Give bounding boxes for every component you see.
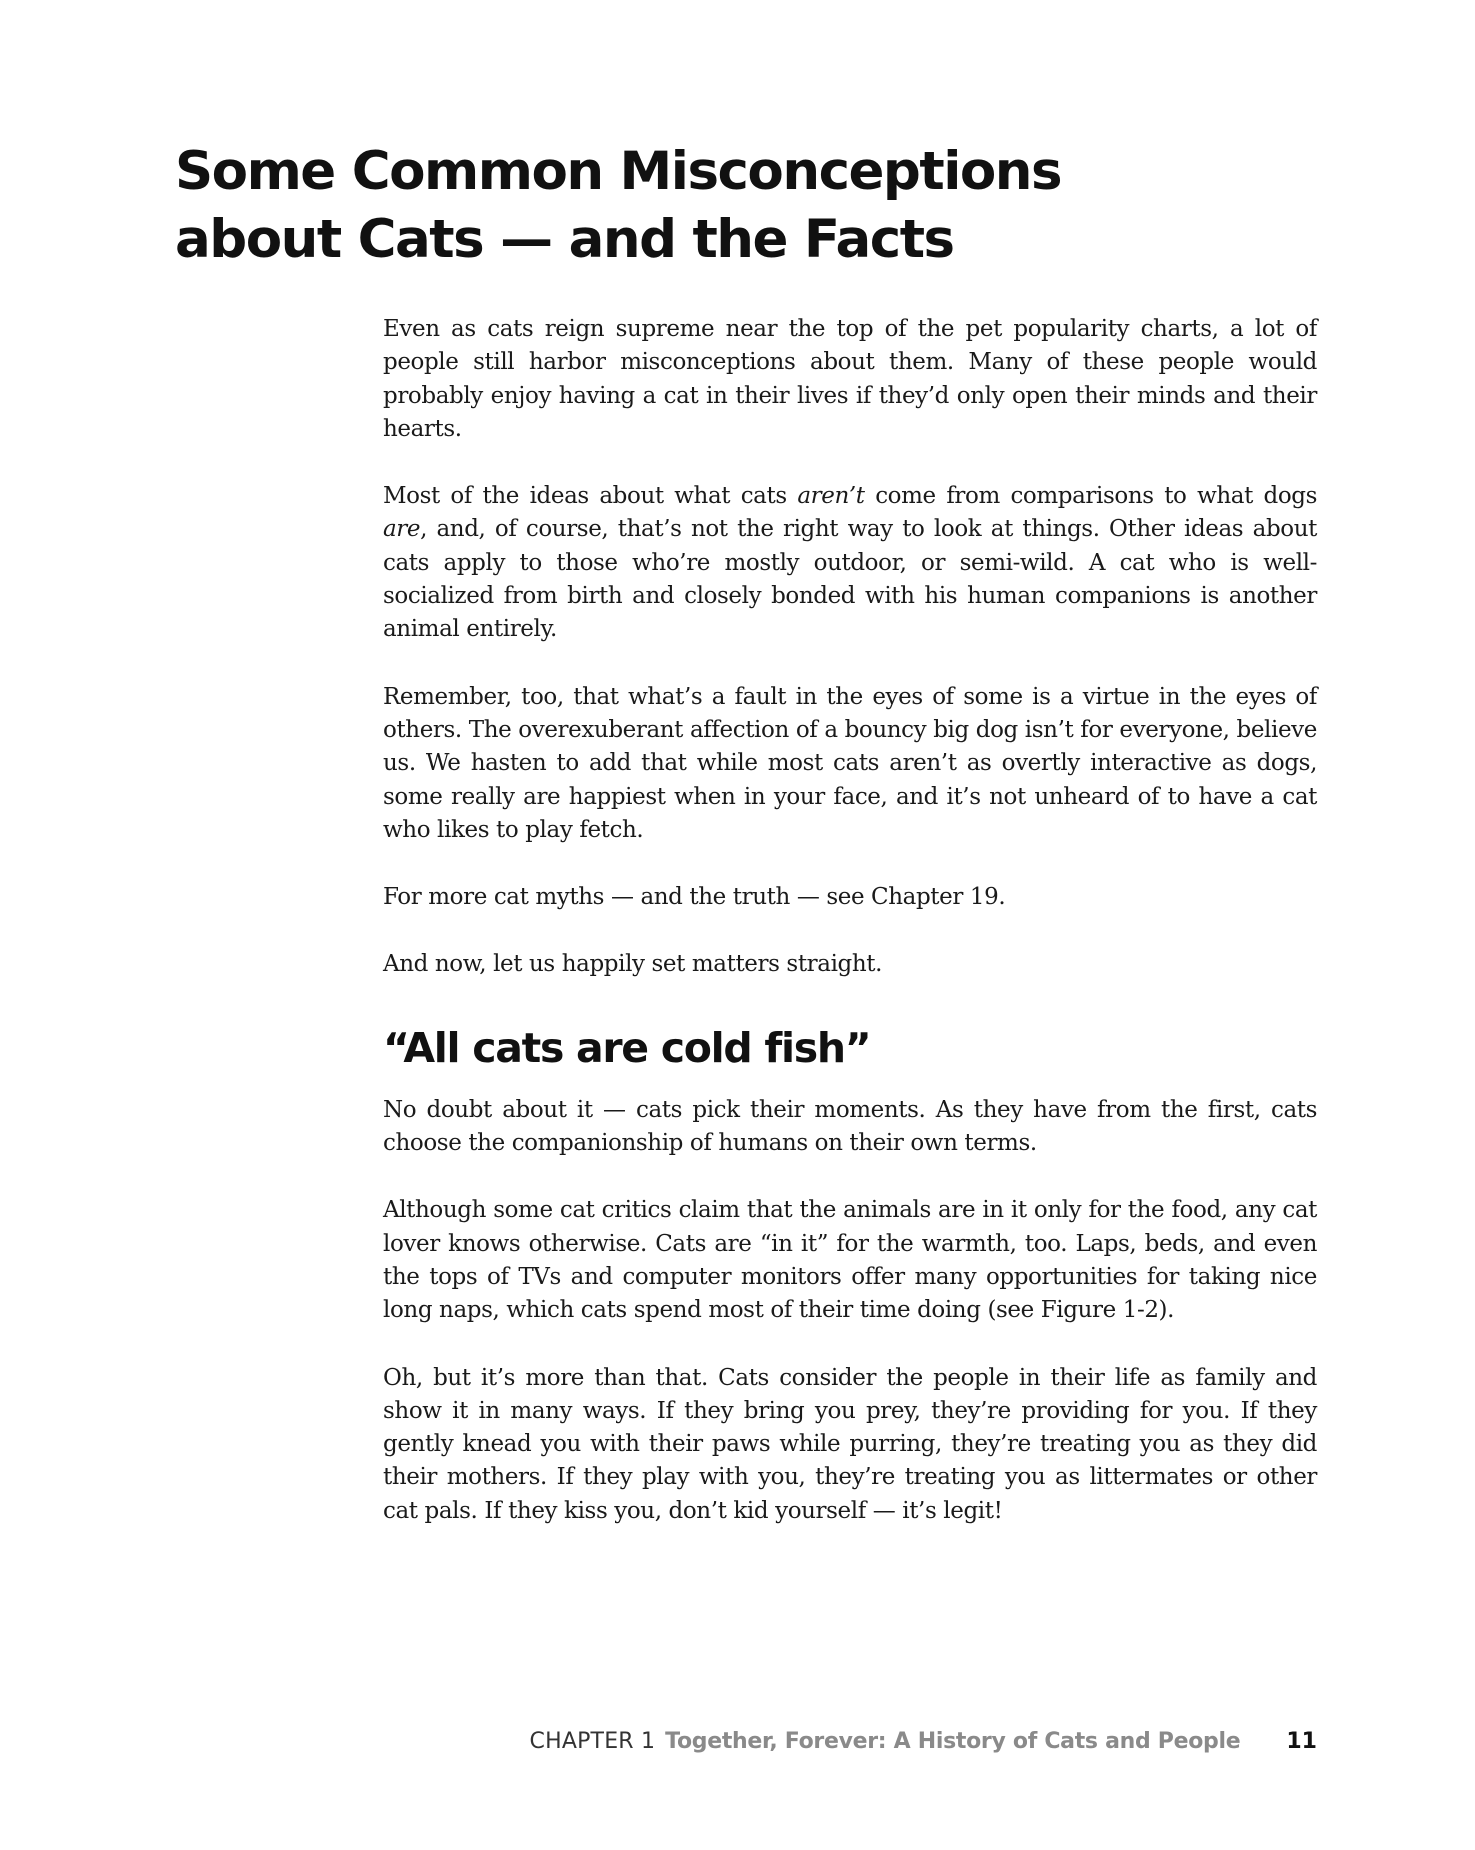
intro-paragraph-2-text-a: Most of the ideas about what cats [383,483,798,510]
page-number: 11 [1286,1729,1317,1754]
body-column [383,313,1317,1562]
subsection-paragraph-2: Although some cat critics claim that the animals are in it only for the food, any cat lover knows otherwise. Cats are “in it” for the warmth, too. Laps, beds, and even the tops of TVs and computer monitors offer many opportunities for taking nice long naps, which cats spend most of their time doing (see Figure 1-2). [383,1197,1317,1324]
section-title-line-2: about Cats — and the Facts [175,209,954,270]
intro-paragraph-2 [383,480,1317,646]
subsection-title: “All cats are cold fish” [383,1023,871,1072]
intro-paragraph-2-text-b: come from comparisons to what dogs [864,483,1318,510]
intro-paragraph-2-text-c: , and, of course, that’s not the right way to look at things. Other ideas about cats apply to those who’re mostly outdoor, or semi-wild. A cat who is well-socialized from birth and closely bonded with his human companions is another animal entirely. [383,516,1317,643]
intro-paragraph-1: Even as cats reign supreme near the top of the pet popularity charts, a lot of people still harbor misconceptions about them. Many of these people would probably enjoy having a cat in their lives if they’d only open their minds and their hearts. [383,316,1317,442]
intro-paragraph-3: Remember, too, that what’s a fault in the eyes of some is a virtue in the eyes of others. The overexuberant affection of a bouncy big dog isn’t for everyone, believe us. We hasten to add that while most cats aren’t as overtly interactive as dogs, some really are happiest when in your face, and it’s not unheard of to have a cat who likes to play fetch. [383,683,1317,843]
section-title-line-1: Some Common Misconceptions [175,141,1062,202]
subsection-paragraph-1: No doubt about it — cats pick their moments. As they have from the first, cats choose the companionship of humans on their own terms. [383,1096,1317,1157]
intro-paragraph-2-emphasis-2: are [383,516,421,543]
intro-paragraph-4: For more cat myths — and the truth — see Chapter 19. [383,884,1006,911]
footer-chapter-title: Together, Forever: A History of Cats and People [665,1729,1241,1754]
intro-paragraph-5: And now, let us happily set matters straight. [383,951,883,978]
section-title [175,138,1315,274]
footer-chapter-label: CHAPTER 1 [529,1729,656,1754]
page-footer [0,1727,1317,1757]
intro-paragraph-2-emphasis-1: aren’t [797,483,865,510]
subsection-paragraph-3: Oh, but it’s more than that. Cats consider the people in their life as family and show it in many ways. If they bring you prey, they’re providing for you. If they gently knead you with their paws while purring, they’re treating you as they did their mothers. If they play with you, they’re treating you as littermates or other cat pals. If they kiss you, don’t kid yourself — it’s legit! [383,1364,1317,1524]
